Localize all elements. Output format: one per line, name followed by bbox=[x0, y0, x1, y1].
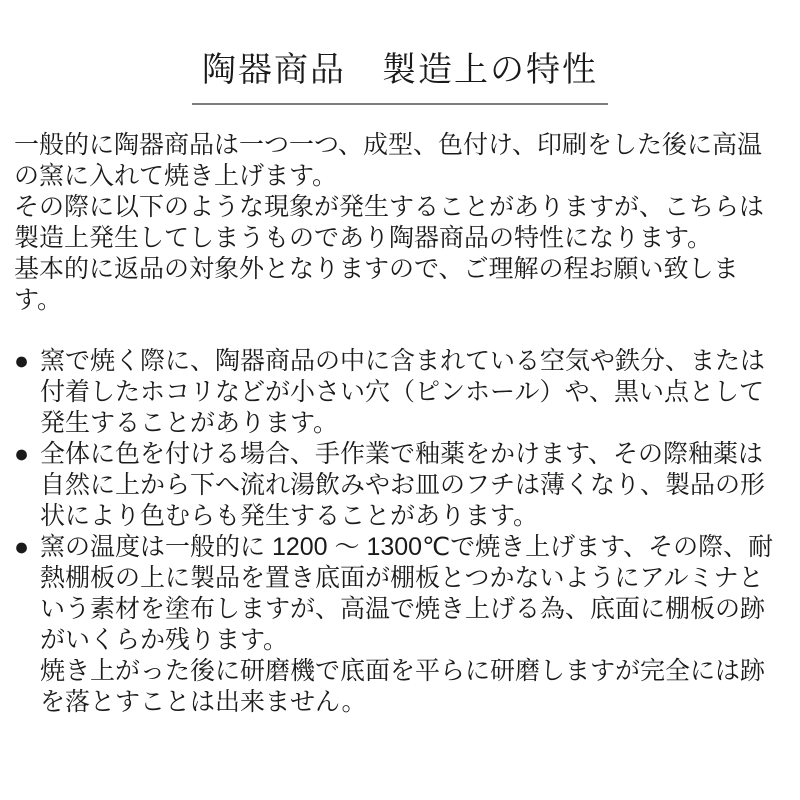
title-section bbox=[14, 0, 786, 105]
bullet-text: 窯で焼く際に、陶器商品の中に含まれている空気や鉄分、または付着したホコリなどが小さい穴（ピンホール）や、黒い点として発生することがあります。 bbox=[40, 346, 766, 437]
list-item-pinhole bbox=[14, 346, 786, 439]
intro-line-3: 基本的に返品の対象外となりますので、ご理解の程お願い致します。 bbox=[14, 254, 739, 314]
bullet-note-polishing: 焼き上がった後に研磨機で底面を平らに研磨しますが完全には跡を落とすことは出来ません。 bbox=[40, 656, 766, 716]
bullet-list bbox=[14, 346, 786, 718]
bullet-icon: ● bbox=[14, 532, 30, 561]
bullet-text: 全体に色を付ける場合、手作業で釉薬をかけます、その際釉薬は自然に上から下へ流れ湯飲みやお皿のフチは薄くなり、製品の形状により色むらも発生することがあります。 bbox=[40, 439, 766, 530]
bullet-icon: ● bbox=[14, 346, 30, 375]
bullet-icon: ● bbox=[14, 439, 30, 468]
intro-paragraphs bbox=[14, 130, 786, 316]
list-item-kiln-temperature bbox=[14, 532, 786, 656]
bullet-text: 窯の温度は一般的に 1200 ～ 1300℃で焼き上げます、その際、耐熱棚板の上に製品を置き底面が棚板とつかないようにアルミナという素材を塗布しますが、高温で焼き上げる為、底面に棚板の跡がいくらか残ります。 bbox=[40, 532, 774, 654]
list-item-glaze bbox=[14, 439, 786, 532]
intro-line-2: その際に以下のような現象が発生することがありますが、こちらは製造上発生してしまうものであり陶器商品の特性になります。 bbox=[14, 192, 765, 252]
page-title: 陶器商品 製造上の特性 bbox=[192, 50, 608, 105]
intro-line-1: 一般的に陶器商品は一つ一つ、成型、色付け、印刷をした後に高温の窯に入れて焼き上げます。 bbox=[14, 130, 763, 190]
